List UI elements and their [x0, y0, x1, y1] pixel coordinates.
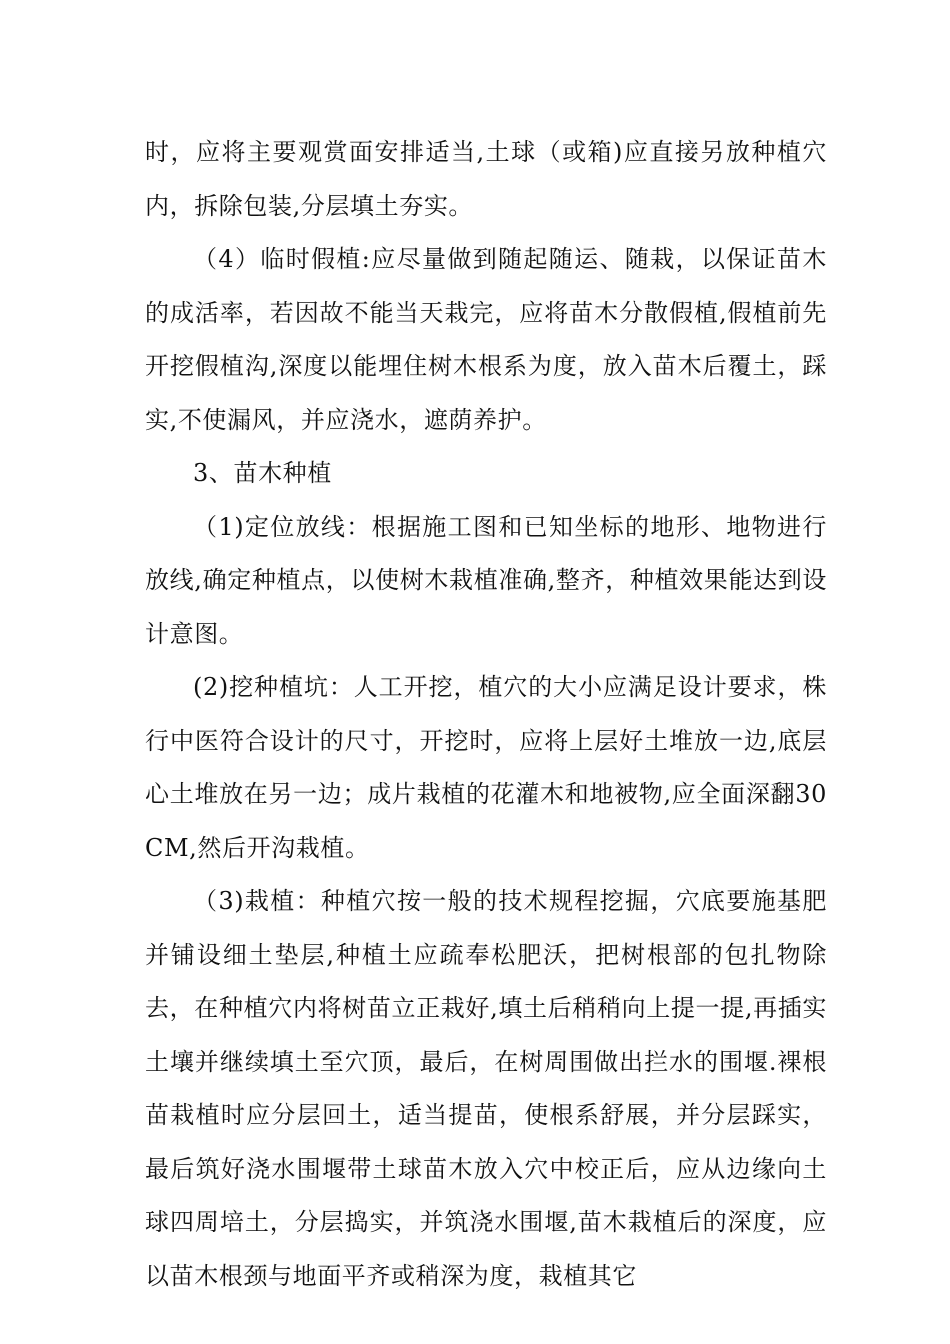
paragraph-planting: （3)栽植：种植穴按一般的技术规程挖掘，穴底要施基肥并铺设细土垫层,种植土应疏奉松肥沃，把树根部的包扎物除去，在种植穴内将树苗立正栽好,填土后稍稍向上提一提,再插实土壤并继续填土至穴顶，最后，在树周围做出拦水的围堰.裸根苗栽植时应分层回土，适当提苗，使根系舒展，并分层踩实，最后筑好浇水围堰带土球苗木放入穴中校正后，应从边缘向土球四周培土，分层捣实，并筑浇水围堰,苗木栽植后的深度，应以苗木根颈与地面平齐或稍深为度，栽植其它 [145, 887, 827, 1290]
paragraph-digging-pits: (2)挖种植坑：人工开挖，植穴的大小应满足设计要求，株行中医符合设计的尺寸，开挖时，应将上层好土堆放一边,底层心土堆放在另一边；成片栽植的花灌木和地被物,应全面深翻30CM,然后开沟栽植。 [145, 673, 827, 862]
paragraph-positioning: （1)定位放线：根据施工图和已知坐标的地形、地物进行放线,确定种植点，以使树木栽植准确,整齐，种植效果能达到设计意图。 [145, 512, 827, 648]
paragraph-temporary-planting: （4）临时假植:应尽量做到随起随运、随栽，以保证苗木的成活率，若因故不能当天栽完，应将苗木分散假植,假植前先开挖假植沟,深度以能埋住树木根系为度，放入苗木后覆土，踩实,不使漏风，并应浇水，遮荫养护。 [145, 245, 827, 434]
paragraph-continuation: 时，应将主要观赏面安排适当,土球（或箱)应直接另放种植穴内，拆除包装,分层填土夯实。 [145, 138, 827, 220]
document-body [145, 126, 827, 1303]
section-heading-seedling-planting: 3、苗木种植 [193, 459, 332, 487]
